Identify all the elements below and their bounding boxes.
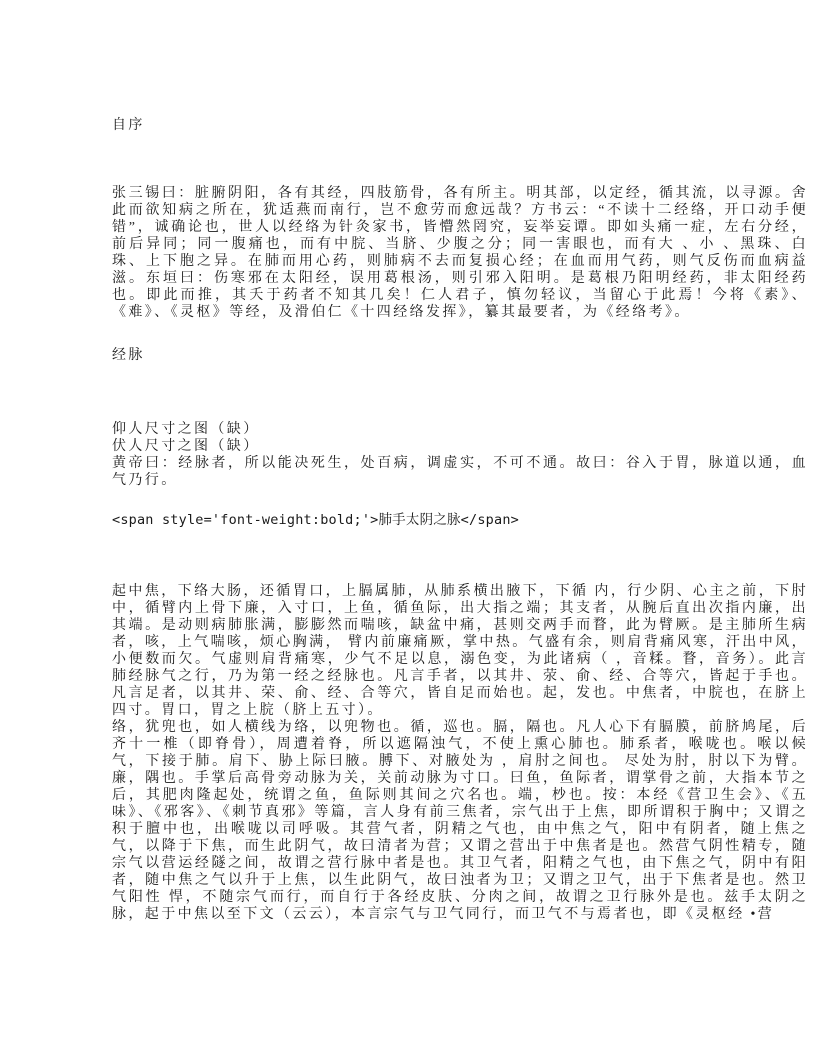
figure-caption-furen: 伏人尺寸之图（缺） [112,439,260,454]
luo-commentary-paragraph: 络，犹兜也，如人横线为络，以兜物也。循，巡也。膈，隔也。凡人心下有膈膜，前脐鸠尾，后齐十一椎（即脊骨），周遭着脊，所以遮隔浊气，不使上熏心肺也。肺系者，喉咙也。喉以候气，下接于肺。肩下、胁上际曰腋。膊下、对腋处为 ，肩肘之间也。 尽处为肘，肘以下为臂。廉，隅也。手掌后高骨旁动脉为关，关前动脉为寸口。曰鱼，鱼际者，谓掌骨之前，大指本节之后，其肥肉隆起处，统谓之鱼，鱼际则其间之穴名也。端，杪也。按：本经《营卫生会》、《五味》、《邪客》、《刺节真邪》等篇，言人身有前三焦者，宗气出于上焦，即所谓积于胸中；又谓之积于膻中也，出喉咙以司呼吸。其营气者，阴精之气也，由中焦之气，阳中有阴者，随上焦之气，以降于下焦，而生此阴气，故曰清者为营；又谓之营出于中焦者是也。然营气阴性精专，随宗气以营运经隧之间，故谓之营行脉中者是也。其卫气者，阳精之气也，由下焦之气，阴中有阳者，随中焦之气以升于上焦，以生此阴气，故曰浊者为卫；又谓之卫气，出于下焦者是也。然卫气阳性 悍，不随宗气而行，而自行于各经皮肤、分肉之间，故谓之卫行脉外是也。兹手太阴之脉，起于中焦以至下文（云云），本言宗气与卫气同行，而卫气不与焉者也，即《灵枢经 •营 [112,720,808,922]
figure-caption-yangren: 仰人尺寸之图（缺） [112,422,260,437]
huangdi-paragraph: 黄帝曰：经脉者，所以能决死生，处百病，调虚实，不可不通。故曰：谷入于胃，脉道以通，血气乃行。 [112,456,808,488]
jingmai-heading: 经脉 [112,348,145,363]
lung-meridian-paragraph: 起中焦，下络大肠，还循胃口，上膈属肺，从肺系横出腋下，下循 内，行少阴、心主之前，下肘中，循臂内上骨下廉，入寸口，上鱼，循鱼际，出大指之端；其支者，从腕后直出次指内廉，出其端。是动则病肺胀满，膨膨然而喘咳，缺盆中痛，甚则交两手而瞀，此为臂厥。是主肺所生病者，咳，上气喘咳，烦心胸满， 臂内前廉痛厥，掌中热。气盛有余，则肩背痛风寒，汗出中风，小便数而欠。气虚则肩背痛寒，少气不足以息，溺色变，为此诸病（ ，音糅。瞀，音务）。此言肺经脉气之行，乃为第一经之经脉也。凡言手者，以其井、荥、俞、经、合等穴，皆起于手也。凡言足者，以其井、荣、俞、经、合等穴，皆自足而始也。起，发也。中焦者，中脘也，在脐上四寸。胃口，胃之上脘（脐上五寸）。 [112,584,808,718]
preface-heading: 自序 [112,118,145,133]
preface-paragraph: 张三锡曰：脏腑阴阳，各有其经，四肢筋骨，各有所主。明其部，以定经，循其流，以寻源。舍此而欲知病之所在，犹适燕而南行，岂不愈劳而愈远哉？方书云：“不读十二经络，开口动手便错”，诚确论也，世人以经络为针灸家书，皆懵然罔究，妄举妄谭。即如头痛一症，左右分经，前后异同；同一腹痛也，而有中脘、当脐、少腹之分；同一害眼也，而有大 、小 、黑珠、白珠、上下胞之异。在肺而用心药，则肺病不去而复损心经；在血而用气药，则气反伤而血病益滋。东垣曰：伤寒邪在太阳经，误用葛根汤，则引邪入阳明。是葛根乃阳明经药，非太阳经药也。即此而推，其夭于药者不知其几矣！仁人君子，慎勿轻议，当留心于此焉！今将《素》、《难》、《灵枢》等经，及滑伯仁《十四经络发挥》，纂其最要者，为《经络考》。 [112,186,808,320]
raw-html-span-line: <span style='font-weight:bold;'>肺手太阴之脉</span> [112,512,519,528]
